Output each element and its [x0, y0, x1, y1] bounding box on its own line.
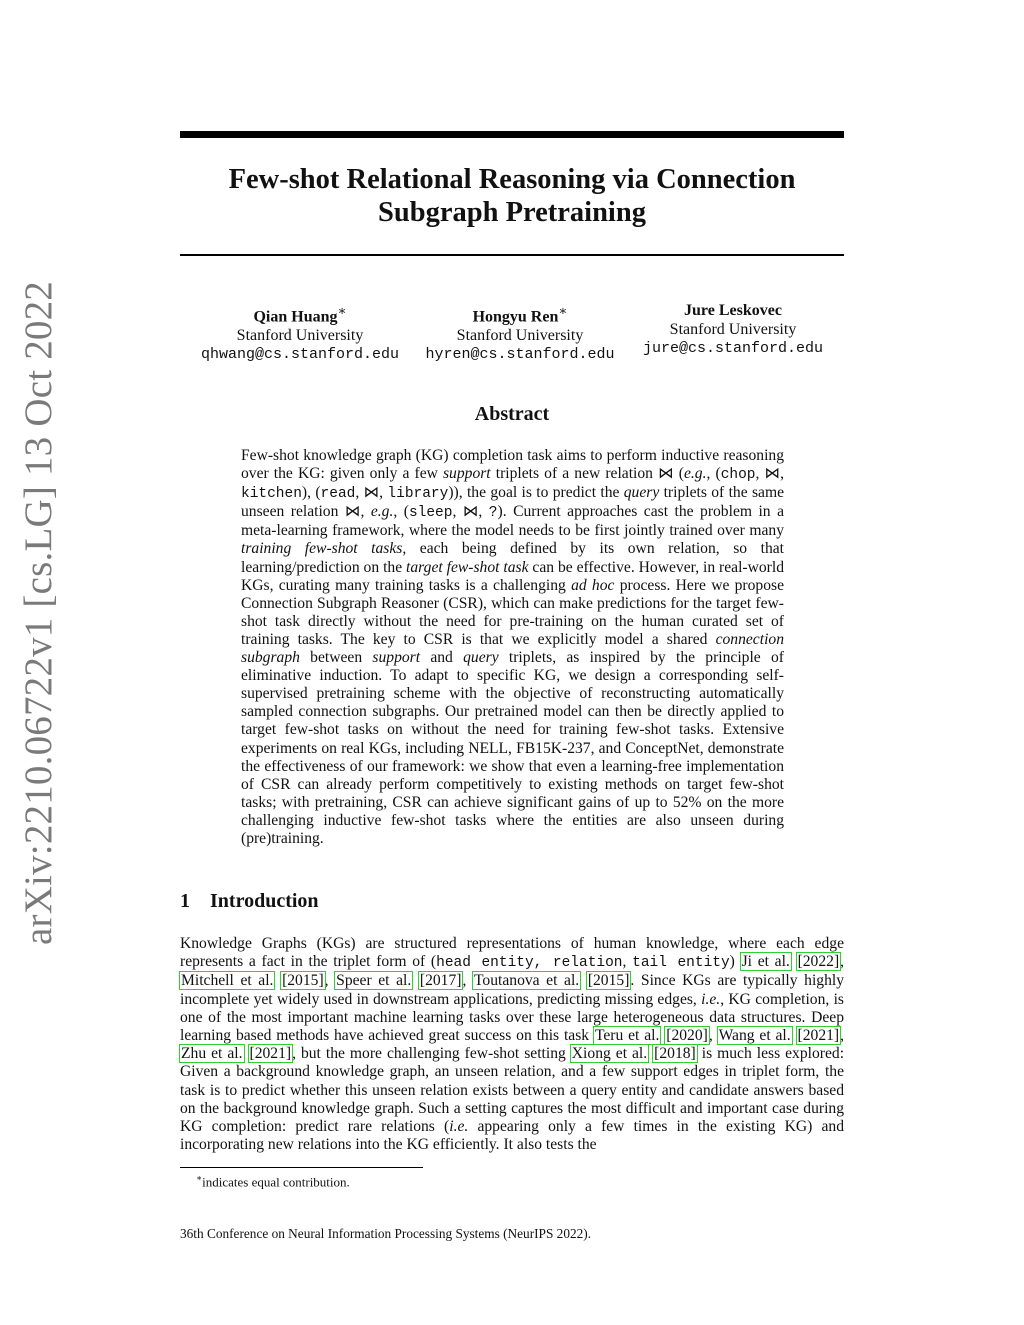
citation-year-link[interactable]: [2015]: [587, 972, 630, 990]
citation-year-link[interactable]: [2021]: [797, 1027, 840, 1045]
citation-link[interactable]: Teru et al.: [594, 1027, 660, 1045]
author-email[interactable]: hyren@cs.stanford.edu: [425, 346, 615, 364]
section-heading-introduction: [180, 890, 319, 913]
footnote-text: indicates equal contribution.: [202, 1174, 350, 1190]
author-mark: ∗: [337, 303, 347, 318]
introduction-paragraph: Knowledge Graphs (KGs) are structured representations of human knowledge, where each edge represents a fact in the triplet form of (head entity, relation, tail entity) Ji et al. [2022], Mitchell et al. [2015], Speer et al. [2017], Toutanova et al. [2015]. Since KGs are typically highly incomplete yet widely used in downstream applications, predicting missing edges, i.e., KG completion, is one of the most important machine learning tasks over these large heterogeneous data structures. Deep learning based methods have achieved great success on this task Teru et al. [2020], Wang et al. [2021], Zhu et al. [2021], but the more challenging few-shot setting Xiong et al. [2018] is much less explored: Given a background knowledge graph, an unseen relation, and a few support edges in triplet form, the task is to predict whether this unseen relation exists between a query entity and candidate answers based on the background knowledge graph. Such a setting captures the most difficult and important case during KG completion: predict rare relations (i.e. appearing only a few times in the existing KG) and incorporating new relations into the KG efficiently. It also tests the: [180, 935, 845, 1154]
author-name: Qian Huang: [253, 308, 338, 326]
section-title: Introduction: [210, 890, 319, 912]
citation-link[interactable]: Toutanova et al.: [473, 972, 580, 990]
abstract-heading: Abstract: [474, 403, 550, 425]
author-email[interactable]: qhwang@cs.stanford.edu: [200, 346, 400, 364]
citation-year-link[interactable]: [2018]: [654, 1045, 696, 1063]
citation-link[interactable]: Ji et al.: [741, 953, 790, 971]
title-bottom-rule: [180, 254, 844, 256]
citation-year-link[interactable]: [2021]: [249, 1045, 292, 1063]
citation-link[interactable]: Xiong et al.: [571, 1045, 648, 1063]
author-block-3: [633, 301, 833, 358]
citation-year-link[interactable]: [2017]: [419, 972, 462, 990]
author-block-1: [200, 301, 400, 364]
citation-year-link[interactable]: [2015]: [282, 972, 324, 990]
author-block-2: [420, 301, 620, 364]
title-line-1: Few-shot Relational Reasoning via Connection: [228, 164, 796, 195]
footnote: [196, 1173, 350, 1190]
author-name: Hongyu Ren: [472, 308, 559, 326]
paper-title: [180, 163, 844, 229]
abstract-body: Few-shot knowledge graph (KG) completion task aims to perform inductive reasoning over the KG: given only a few support triplets of a new relation ⋈ (e.g., (chop, ⋈, kitchen), (read, ⋈, library)), the goal is to predict the query triplets of the same unseen relation ⋈, e.g., (sleep, ⋈, ?). Current approaches cast the problem in a meta-learning framework, where the model needs to be first jointly trained over many training few-shot tasks, each being defined by its own relation, so that learning/prediction on the target few-shot task can be effective. However, in real-world KGs, curating many training tasks is a challenging ad hoc process. Here we propose Connection Subgraph Reasoner (CSR), which can make predictions for the target few-shot task directly without the need for pre-training on the human curated set of training tasks. The key to CSR is that we explicitly model a shared connection subgraph between support and query triplets, as inspired by the principle of eliminative induction. To adapt to specific KG, we design a corresponding self-supervised pretraining scheme with the objective of reconstructing automatically sampled connection subgraphs. Our pretrained model can then be directly applied to target few-shot tasks on without the need for training few-shot tasks. Extensive experiments on real KGs, including NELL, FB15K-237, and ConceptNet, demonstrate the effectiveness of our framework: we show that even a learning-free implementation of CSR can already perform competitively to existing methods on target few-shot tasks; with pretraining, CSR can achieve significant gains of up to 52% on the more challenging inductive few-shot tasks where the entities are also unseen during (pre)training.: [241, 447, 785, 847]
author-affiliation: Stanford University: [669, 321, 797, 338]
title-line-2: Subgraph Pretraining: [378, 197, 646, 228]
arxiv-side-stamp: arXiv:2210.06722v1 [cs.LG] 13 Oct 2022: [17, 281, 60, 945]
citation-link[interactable]: Speer et al.: [336, 972, 412, 990]
citation-year-link[interactable]: [2020]: [666, 1027, 708, 1045]
footnote-mark: ∗: [196, 1173, 203, 1183]
author-name: Jure Leskovec: [684, 302, 782, 319]
author-affiliation: Stanford University: [236, 327, 364, 345]
author-mark: ∗: [558, 303, 568, 318]
title-top-rule: [180, 131, 844, 138]
citation-link[interactable]: Zhu et al.: [181, 1045, 243, 1063]
footnote-rule: [180, 1167, 423, 1168]
section-number: 1: [180, 890, 190, 912]
author-email[interactable]: jure@cs.stanford.edu: [642, 340, 824, 357]
venue-line: 36th Conference on Neural Information Processing Systems (NeurIPS 2022).: [180, 1226, 592, 1241]
citation-year-link[interactable]: [2022]: [797, 953, 840, 971]
citation-link[interactable]: Wang et al.: [718, 1027, 791, 1045]
citation-link[interactable]: Mitchell et al.: [181, 972, 274, 990]
author-affiliation: Stanford University: [456, 327, 584, 345]
